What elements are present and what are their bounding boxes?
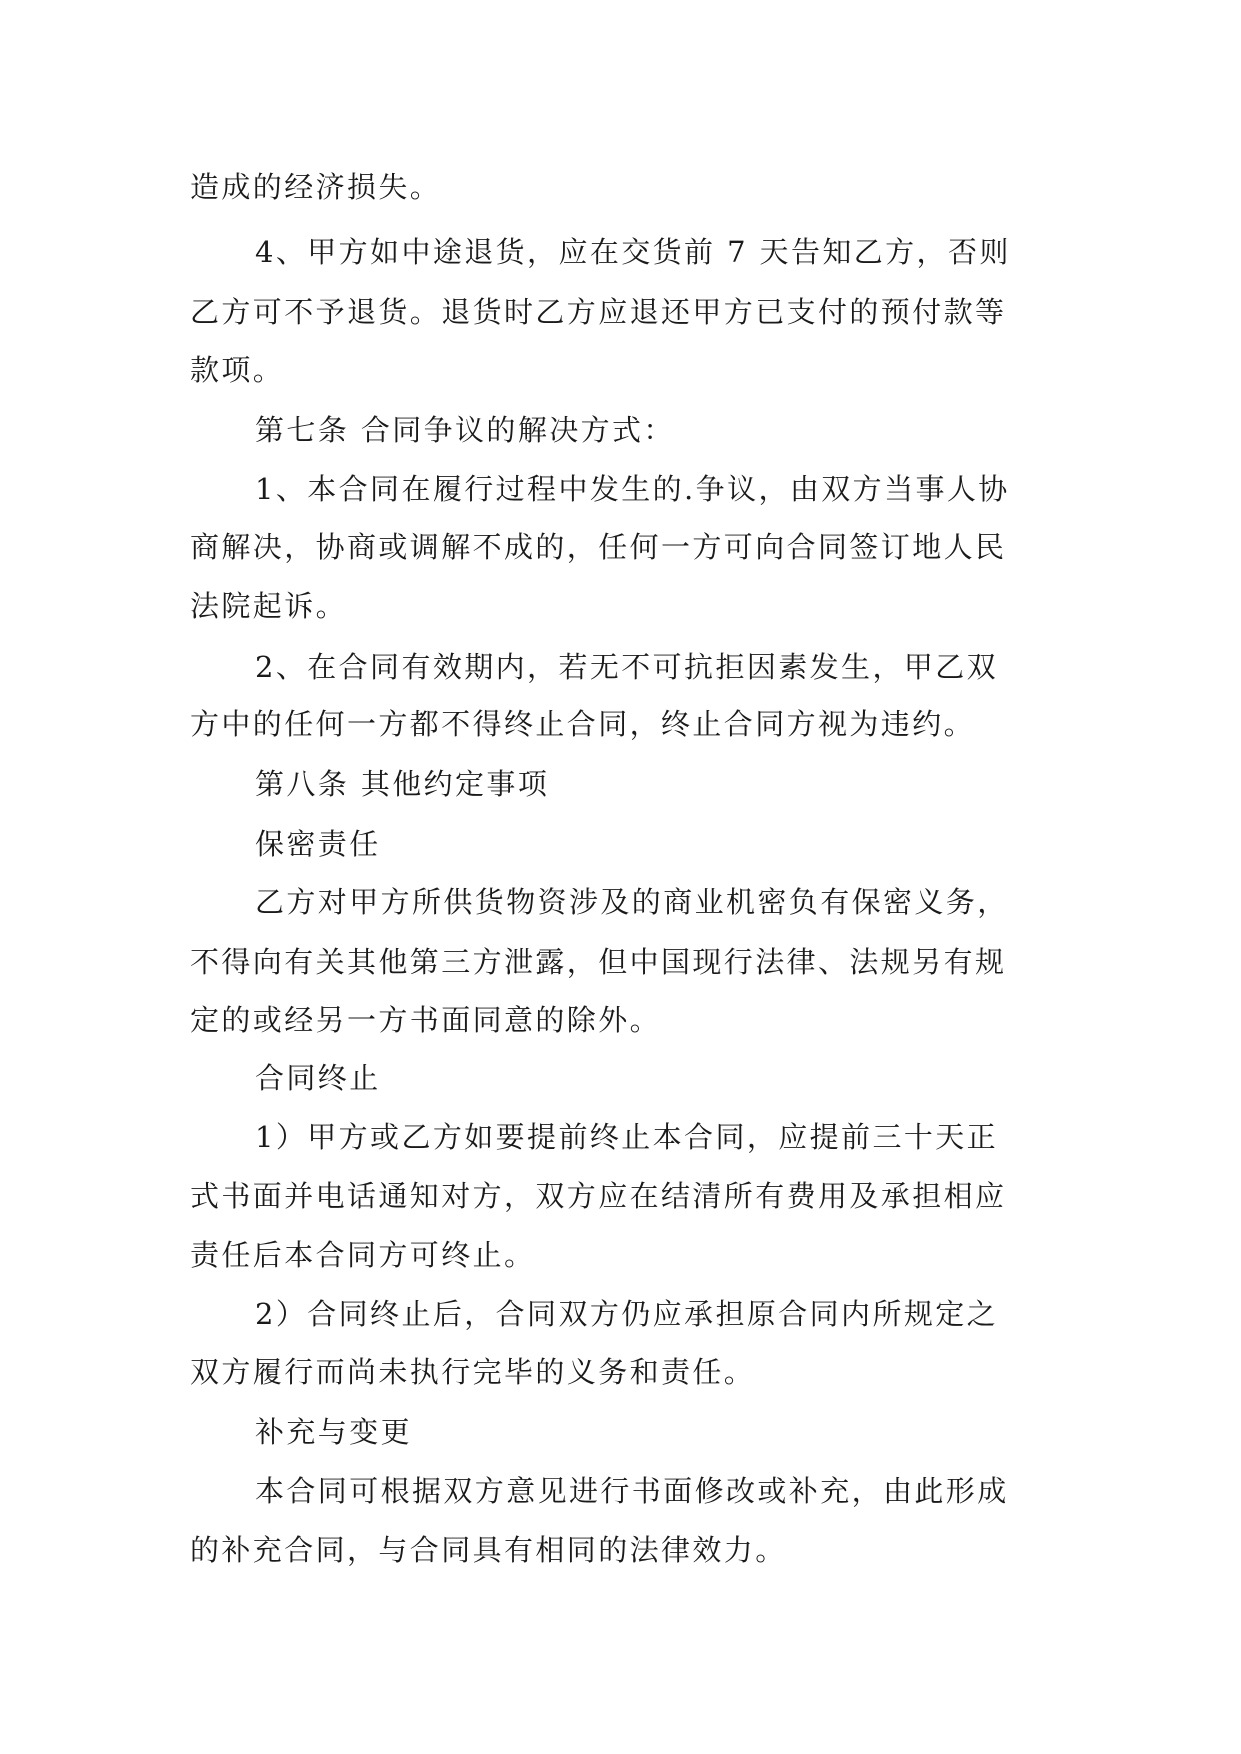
text-line: 双方履行而尚未执行完毕的义务和责任。	[190, 1355, 756, 1389]
text-line: 造成的经济损失。	[190, 170, 442, 204]
text-line: 4、甲方如中途退货，应在交货前 7 天告知乙方，否则	[255, 235, 1011, 269]
text-line: 1、本合同在履行过程中发生的.争议，由双方当事人协	[255, 472, 1010, 506]
text-line: 的补充合同，与合同具有相同的法律效力。	[190, 1533, 787, 1567]
text-line: 款项。	[190, 353, 285, 387]
subsection-heading: 合同终止	[255, 1061, 381, 1095]
subsection-heading: 保密责任	[255, 827, 381, 861]
text-line: 本合同可根据双方意见进行书面修改或补充，由此形成	[255, 1474, 1009, 1508]
text-line: 1）甲方或乙方如要提前终止本合同，应提前三十天正	[255, 1120, 999, 1154]
text-line: 乙方可不予退货。退货时乙方应退还甲方已支付的预付款等	[190, 295, 1007, 329]
text-line: 式书面并电话通知对方，双方应在结清所有费用及承担相应	[190, 1179, 1007, 1213]
subsection-heading: 补充与变更	[255, 1415, 413, 1449]
text-line: 方中的任何一方都不得终止合同，终止合同方视为违约。	[190, 707, 976, 741]
section-heading: 第七条 合同争议的解决方式：	[255, 413, 675, 447]
text-line: 商解决，协商或调解不成的，任何一方可向合同签订地人民	[190, 530, 1007, 564]
text-line: 法院起诉。	[190, 589, 348, 623]
text-line: 定的或经另一方书面同意的除外。	[190, 1003, 662, 1037]
text-line: 不得向有关其他第三方泄露，但中国现行法律、法规另有规	[190, 945, 1007, 979]
text-line: 乙方对甲方所供货物资涉及的商业机密负有保密义务，	[255, 885, 1009, 919]
text-line: 责任后本合同方可终止。	[190, 1238, 536, 1272]
text-line: 2、在合同有效期内，若无不可抗拒因素发生，甲乙双	[255, 650, 999, 684]
section-heading: 第八条 其他约定事项	[255, 767, 550, 801]
text-line: 2）合同终止后，合同双方仍应承担原合同内所规定之	[255, 1297, 999, 1331]
